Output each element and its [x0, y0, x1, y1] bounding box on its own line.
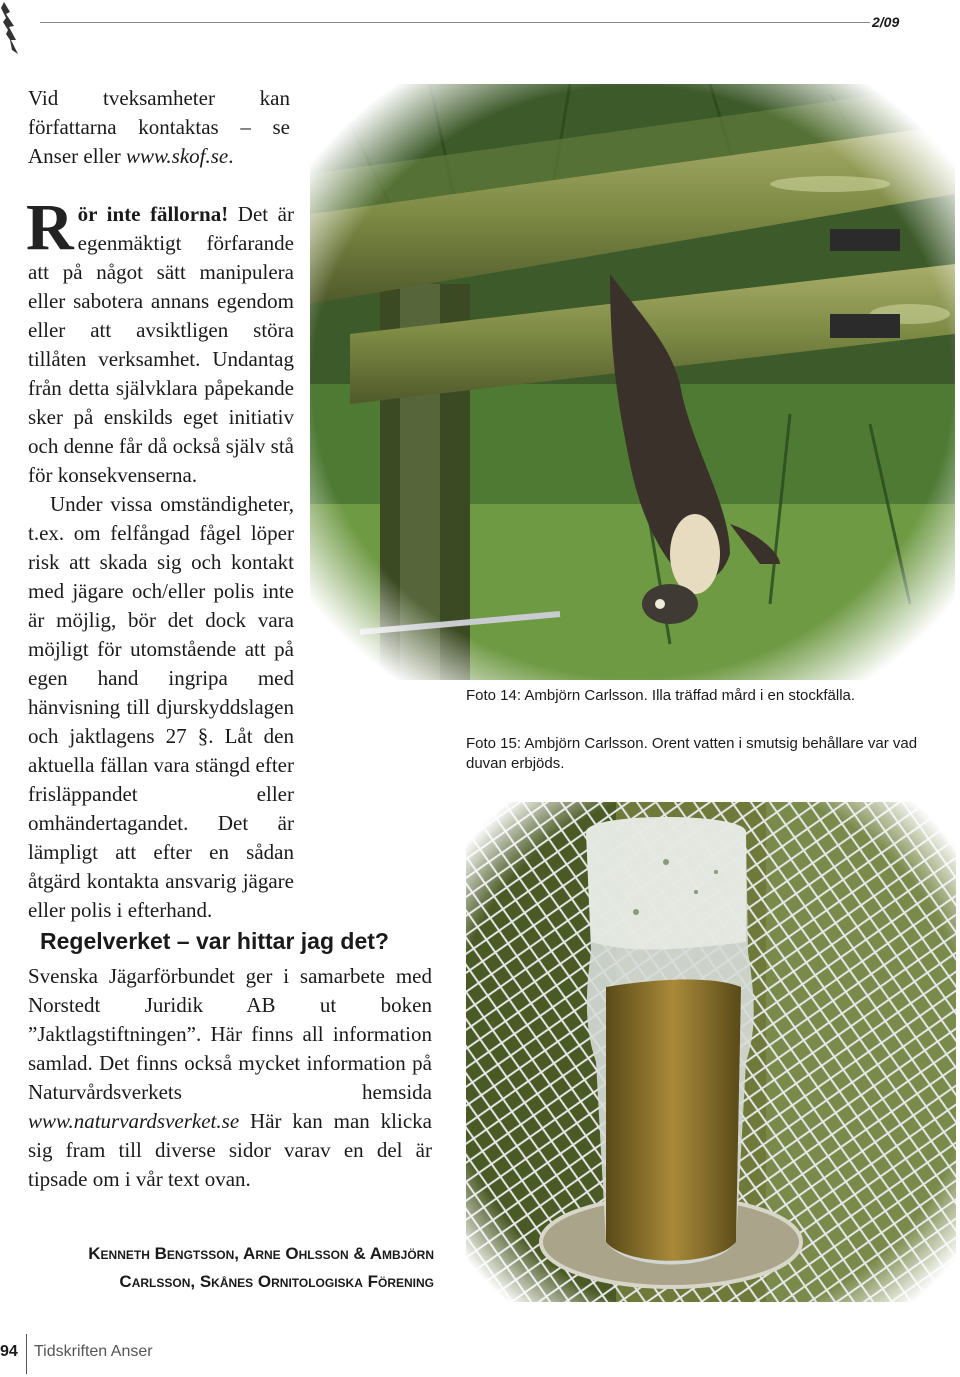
issue-tag: 2/09	[872, 14, 900, 30]
caption-photo-14: Foto 14: Ambjörn Carlsson. Illa träffad mård i en stockfälla.	[466, 687, 856, 704]
trap-section	[26, 191, 294, 925]
rules-text: Svenska Jägarförbundet ger i samarbete med Norstedt Juridik AB ut boken ”Jaktlagstiftningen”. Här finns all information samlad. Det finns också mycket information på Naturvårdsverkets hemsida	[28, 964, 432, 1104]
trap-paragraph-2: Under vissa omständigheter, t.ex. om felfångad fågel löper risk att skada sig och kontakt med jägare och/eller polis inte är möjlig, bör det dock vara möjligt för utomstående att på egen hand ingripa med hänvisning till djurskyddslagen och jaktlagens 27 §. Låt den aktuella fällan vara stängd efter frisläppandet eller omhändertagandet. Det är lämpligt att efter en sådan åtgärd kontakta ansvarig jägare eller polis i efterhand.	[28, 492, 294, 922]
footer-divider	[26, 1334, 27, 1374]
trap-paragraph-1: Det är egenmäktigt förfarande att på något sätt manipulera eller sabotera annans egendom eller att avsiktligen störa tillåten verksamhet. Undantag från detta självklara påpekande sker på enskilds eget initiativ och denne får då också själv stå för konsekvenserna.	[28, 202, 294, 487]
authors-line-1: Kenneth Bengtsson, Arne Ohlsson & Ambjörn	[88, 1244, 434, 1263]
rules-text-end: Här kan man klicka sig fram till diverse sidor varav en del är tipsade om i vår text ovan.	[28, 1109, 432, 1191]
header-rule	[40, 22, 870, 23]
page-number: 94	[0, 1343, 18, 1360]
intro-link[interactable]: www.skof.se	[125, 144, 229, 168]
bird-logo-icon	[0, 0, 30, 56]
photo-marten-trap	[310, 84, 955, 680]
trap-bold-lead: ör inte fällorna!	[77, 202, 229, 226]
rules-link[interactable]: www.naturvardsverket.se	[28, 1109, 240, 1133]
intro-text: Vid tveksamheter kan författarna kontaktas – se Anser eller	[28, 86, 290, 168]
caption-photo-15: Foto 15: Ambjörn Carlsson. Orent vatten i smutsig behållare var vad duvan erbjöds.	[466, 735, 918, 772]
rules-paragraph	[28, 962, 432, 1194]
magazine-name: Tidskriften Anser	[34, 1343, 153, 1360]
rules-heading: Regelverket – var hittar jag det?	[40, 928, 389, 954]
intro-text-end: .	[228, 144, 234, 168]
drop-cap: R	[26, 191, 74, 264]
authors-byline	[30, 1240, 434, 1296]
intro-paragraph	[28, 84, 290, 171]
photo-water-bottle	[466, 802, 956, 1302]
authors-line-2: Carlsson, Skånes Ornitologiska Förening	[119, 1272, 434, 1291]
